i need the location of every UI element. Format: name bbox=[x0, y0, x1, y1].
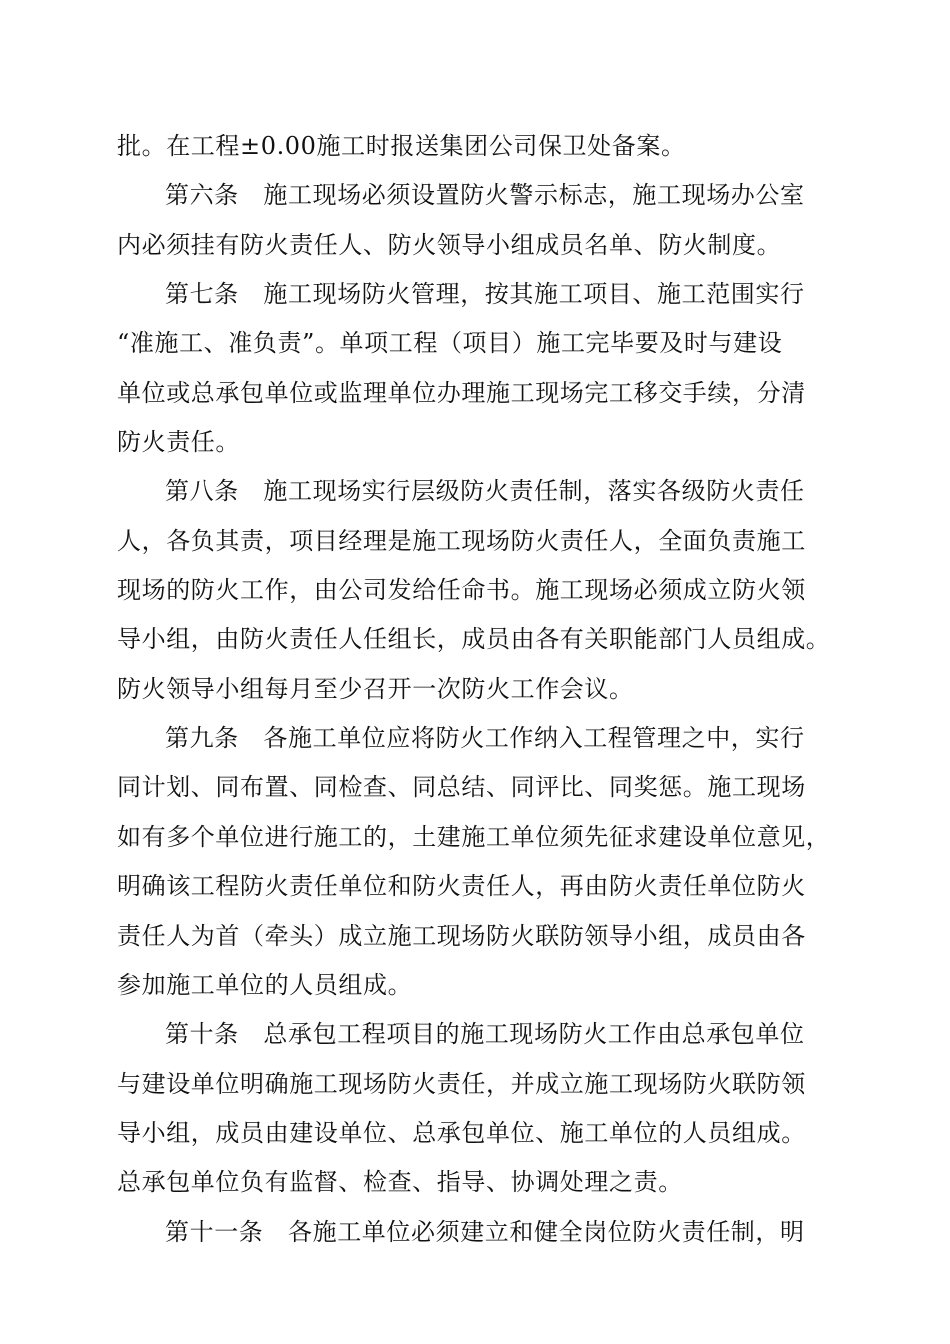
text-line: 总承包单位负有监督、检查、指导、协调处理之责。 bbox=[117, 1168, 683, 1197]
text-line: 单位或总承包单位或监理单位办理施工现场完工移交手续，分清 bbox=[117, 378, 806, 407]
article-8-heading-line: 第八条 施工现场实行层级防火责任制，落实各级防火责任 bbox=[165, 477, 805, 506]
text-line: “准施工、准负责”。单项工程（项目）施工完毕要及时与建设 bbox=[117, 329, 783, 358]
text-line: 与建设单位明确施工现场防火责任，并成立施工现场防火联防领 bbox=[117, 1069, 806, 1098]
article-10-heading-line: 第十条 总承包工程项目的施工现场防火工作由总承包单位 bbox=[165, 1020, 805, 1049]
text-line: 内必须挂有防火责任人、防火领导小组成员名单、防火制度。 bbox=[117, 230, 782, 259]
article-6-heading-line: 第六条 施工现场必须设置防火警示标志，施工现场办公室 bbox=[165, 181, 805, 210]
text-line: 导小组，成员由建设单位、总承包单位、施工单位的人员组成。 bbox=[117, 1118, 806, 1147]
text-line: 防火责任。 bbox=[117, 428, 240, 457]
text-line: 责任人为首（牵头）成立施工现场防火联防领导小组，成员由各 bbox=[117, 921, 806, 950]
article-7-heading-line: 第七条 施工现场防火管理，按其施工项目、施工范围实行 bbox=[165, 280, 805, 309]
text-line: 同计划、同布置、同检查、同总结、同评比、同奖惩。施工现场 bbox=[117, 773, 806, 802]
text-line: 导小组，由防火责任人任组长，成员由各有关职能部门人员组成。 bbox=[117, 625, 831, 654]
article-11-heading-line: 第十一条 各施工单位必须建立和健全岗位防火责任制，明 bbox=[165, 1217, 805, 1246]
text-line: 人，各负其责，项目经理是施工现场防火责任人，全面负责施工 bbox=[117, 526, 806, 555]
text-line: 明确该工程防火责任单位和防火责任人，再由防火责任单位防火 bbox=[117, 872, 806, 901]
text-line: 现场的防火工作，由公司发给任命书。施工现场必须成立防火领 bbox=[117, 576, 806, 605]
text-line: 防火领导小组每月至少召开一次防火工作会议。 bbox=[117, 674, 634, 703]
text-line: 参加施工单位的人员组成。 bbox=[117, 970, 413, 999]
document-body bbox=[117, 126, 847, 1261]
text-line: 批。在工程±0.00施工时报送集团公司保卫处备案。 bbox=[117, 132, 686, 160]
article-9-heading-line: 第九条 各施工单位应将防火工作纳入工程管理之中，实行 bbox=[165, 724, 805, 753]
text-line: 如有多个单位进行施工的，土建施工单位须先征求建设单位意见， bbox=[117, 822, 831, 851]
